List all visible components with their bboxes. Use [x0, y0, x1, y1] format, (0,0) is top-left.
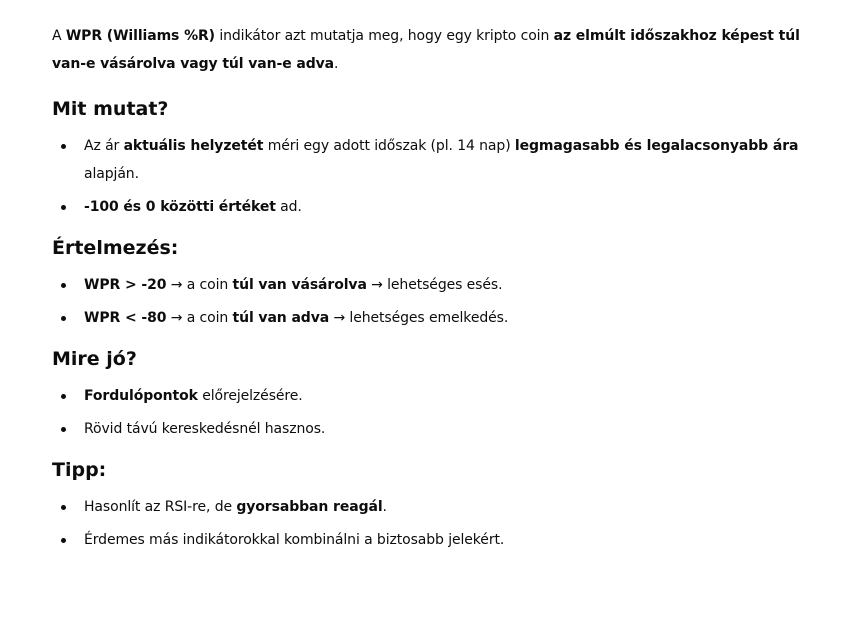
heading-mit-mutat: Mit mutat?: [52, 98, 169, 120]
bullet-icon: [61, 283, 66, 288]
intro-bold-1: WPR (Williams %R): [65, 28, 215, 44]
list-item: [52, 304, 822, 332]
intro-paragraph: [52, 22, 822, 78]
list-mire-jo: [52, 382, 822, 443]
list-item: [52, 132, 822, 188]
heading-ertelmezes: Értelmezés:: [52, 237, 179, 259]
bullet-icon: [61, 316, 66, 321]
bullet-icon: [61, 144, 66, 149]
item-bold: aktuális helyzetét: [123, 138, 264, 154]
intro-text-3: .: [334, 56, 339, 72]
item-bold: legmagasabb és legalacsonyabb ára: [514, 138, 799, 154]
item-text: → lehetséges emelkedés.: [329, 310, 509, 326]
item-text: előrejelzésére.: [197, 388, 303, 404]
item-bold: gyorsabban reagál: [236, 499, 383, 515]
item-bold: WPR > -20: [84, 277, 167, 293]
bullet-icon: [61, 505, 66, 510]
bullet-icon: [61, 205, 66, 210]
intro-text-1: A: [52, 28, 66, 44]
item-text: → a coin: [166, 310, 233, 326]
list-item: [52, 193, 822, 221]
item-bold: túl van adva: [232, 310, 330, 326]
item-text: Rövid távú kereskedésnél hasznos.: [84, 421, 326, 437]
item-text: ad.: [275, 199, 302, 215]
item-text: Az ár: [84, 138, 124, 154]
item-text: .: [382, 499, 387, 515]
item-bold: Fordulópontok: [84, 388, 198, 404]
list-item: [52, 271, 822, 299]
item-text: alapján.: [84, 166, 139, 182]
item-text: Érdemes más indikátorokkal kombinálni a biztosabb jelekért.: [84, 532, 505, 548]
heading-tipp: Tipp:: [52, 459, 107, 481]
intro-text-2: indikátor azt mutatja meg, hogy egy kripto coin: [214, 28, 554, 44]
list-mit-mutat: [52, 132, 822, 221]
item-bold: WPR < -80: [84, 310, 167, 326]
item-bold: túl van vásárolva: [232, 277, 367, 293]
document: [52, 22, 822, 568]
list-item: [52, 382, 822, 410]
item-text: Hasonlít az RSI-re, de: [84, 499, 237, 515]
list-tipp: [52, 493, 822, 554]
item-bold: -100 és 0 közötti értéket: [84, 199, 276, 215]
bullet-icon: [61, 427, 66, 432]
item-text: → a coin: [166, 277, 233, 293]
bullet-icon: [61, 394, 66, 399]
list-item: [52, 415, 822, 443]
intro-bold-2: az elmúlt időszakhoz képest túl van-e vásárolva vagy túl van-e adva: [52, 28, 800, 72]
list-item: [52, 526, 822, 554]
bullet-icon: [61, 538, 66, 543]
item-text: méri egy adott időszak (pl. 14 nap): [263, 138, 515, 154]
list-ertelmezes: [52, 271, 822, 332]
list-item: [52, 493, 822, 521]
heading-mire-jo: Mire jó?: [52, 348, 137, 370]
item-text: → lehetséges esés.: [366, 277, 503, 293]
